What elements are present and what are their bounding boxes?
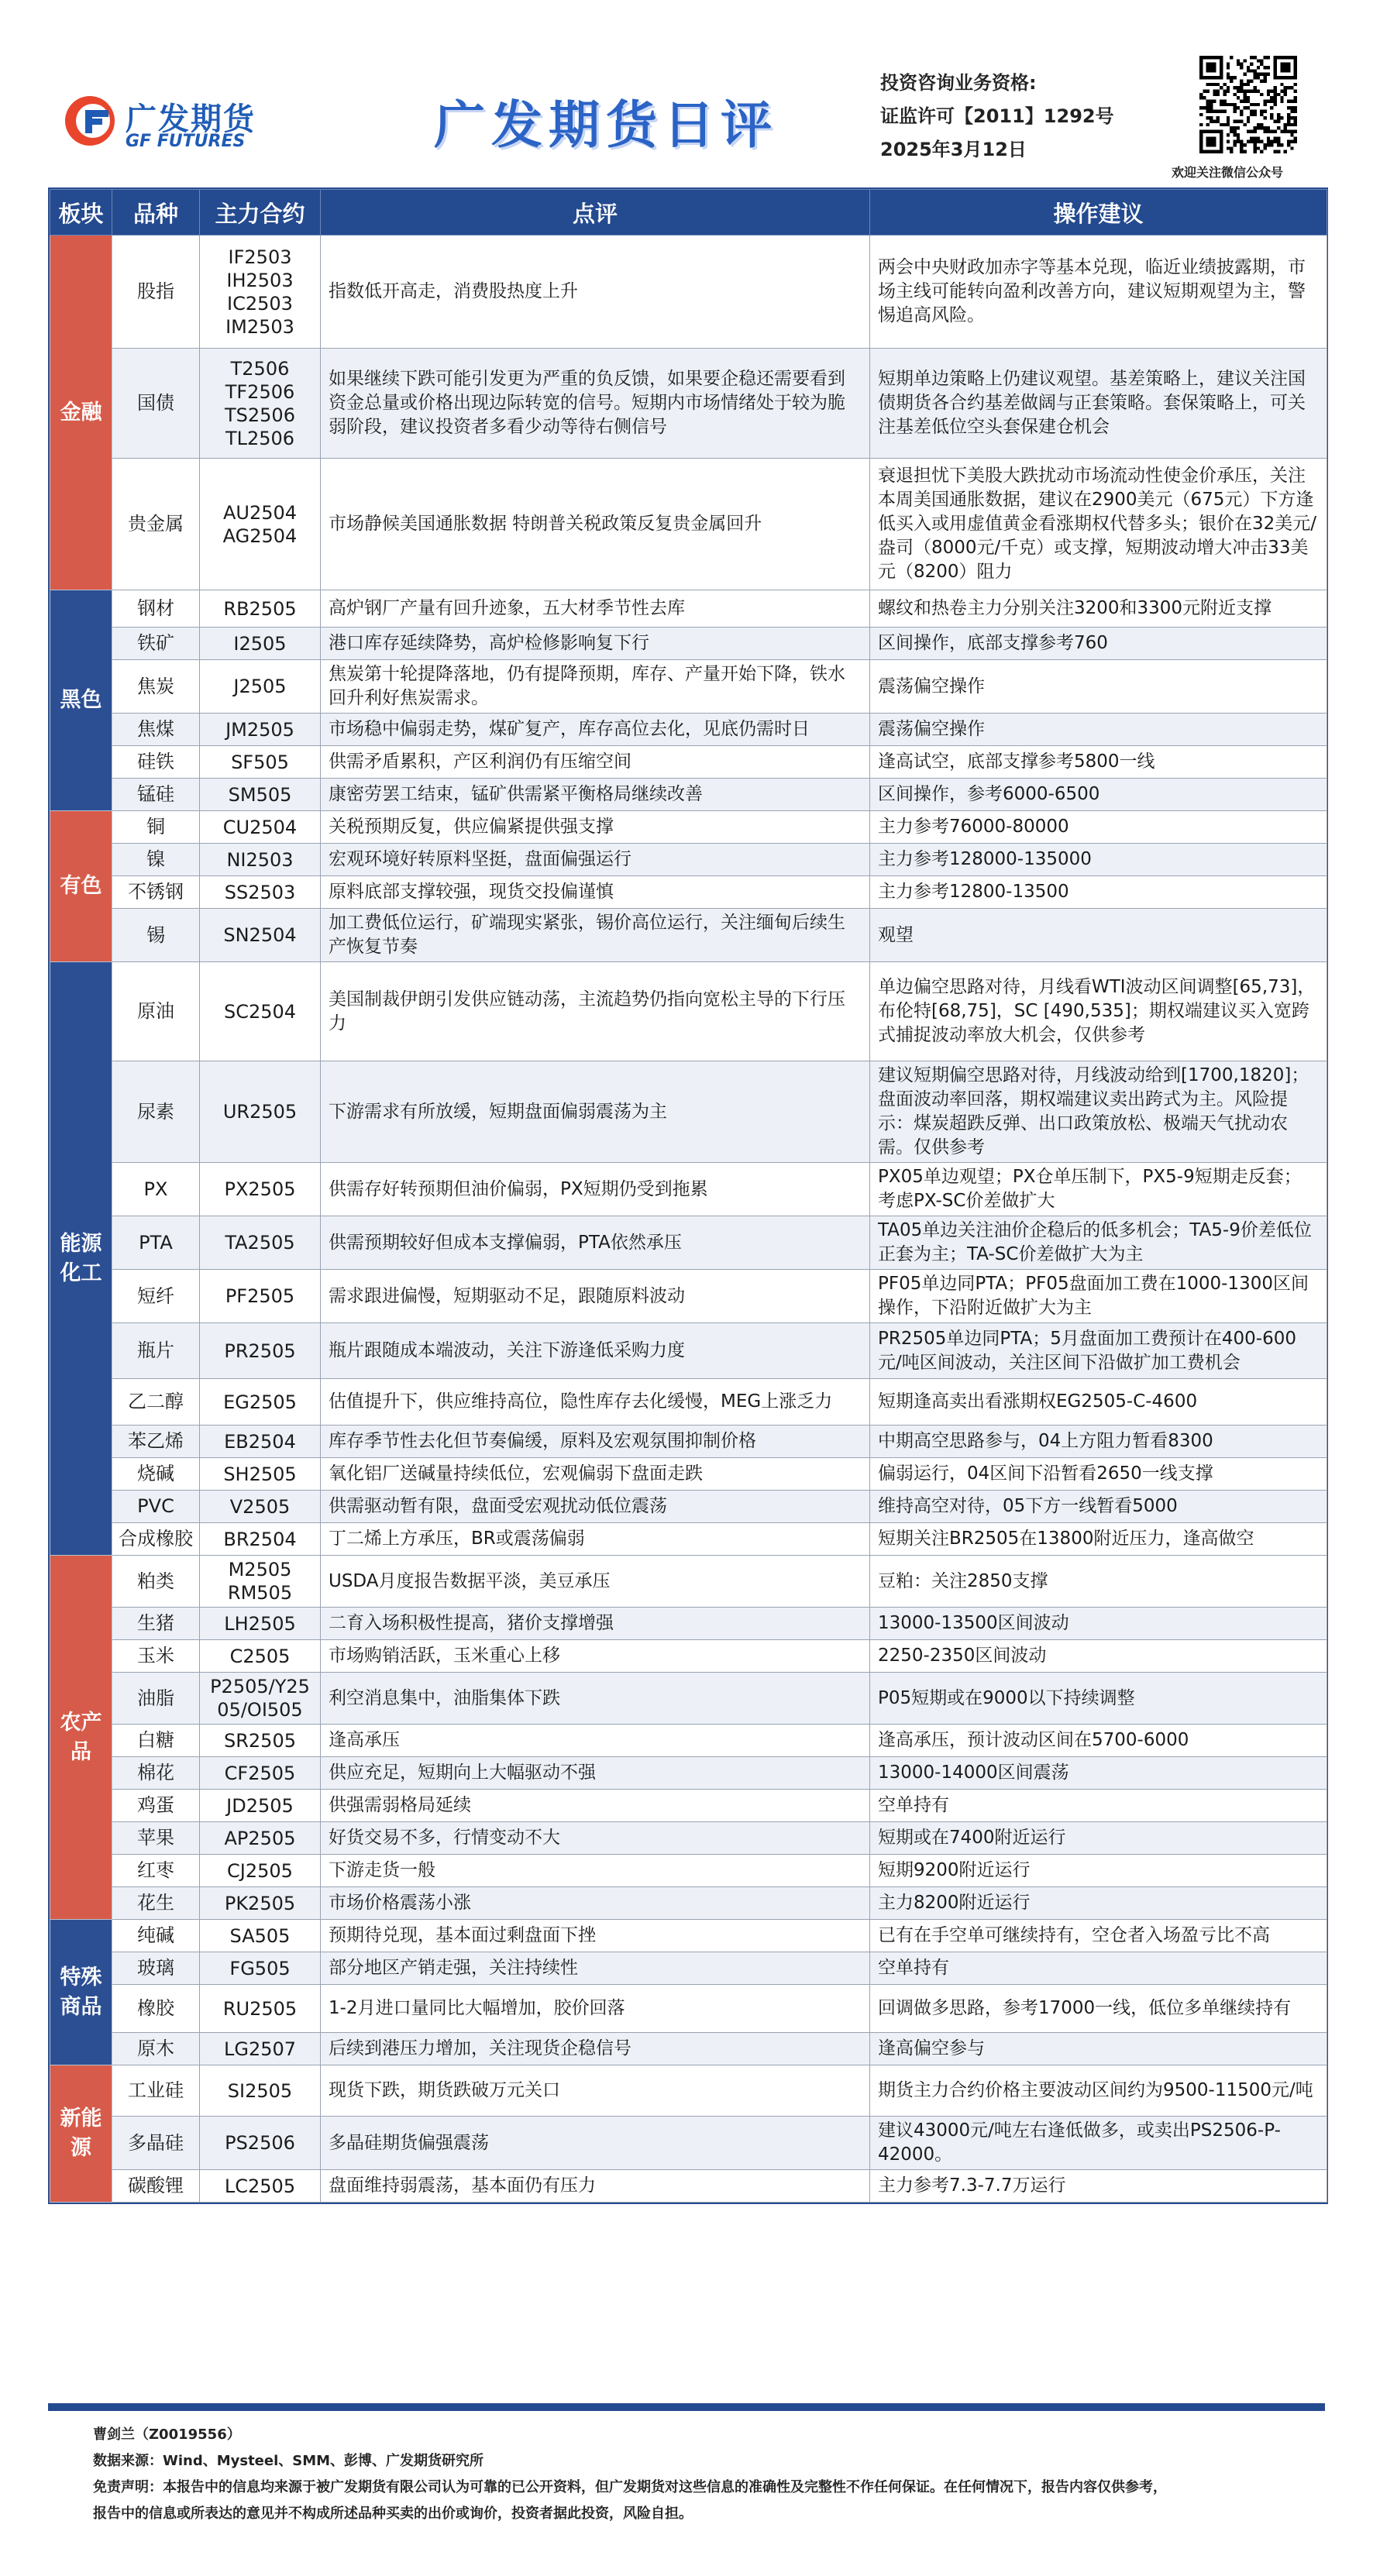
logo-text-cn: 广发期货 [126, 101, 256, 137]
table-row [50, 1952, 1327, 1985]
comment-cell: 市场购销活跃，玉米重心上移 [321, 1640, 870, 1673]
qr-caption: 欢迎关注微信公众号 [1172, 165, 1284, 180]
advice-cell: 单边偏空思路对待，月线看WTI波动区间调整[65,73]，布伦特[68,75]，SC [490,535]；期权端建议买入宽跨式捕捉波动率放大机会，仅供参考 [870, 962, 1327, 1061]
variety-cell: 玻璃 [112, 1952, 200, 1985]
disclaimer-line-1: 免责声明：本报告中的信息均来源于被广发期货有限公司认为可靠的已公开资料，但广发期货对这些信息的准确性及完整性不作任何保证。在任何情况下，报告内容仅供参考， [93, 2479, 1167, 2495]
table-row [50, 2033, 1327, 2065]
disclaimer-line-2: 报告中的信息或所表达的意见并不构成所述品种买卖的出价或询价，投资者据此投资，风险自担。 [93, 2505, 693, 2522]
license-line: 证监许可【2011】1292号 [880, 105, 1114, 127]
table-row [50, 1556, 1327, 1608]
advice-cell: PX05单边观望；PX仓单压制下，PX5-9短期走反套；考虑PX-SC价差做扩大 [870, 1163, 1327, 1216]
advice-cell: 主力8200附近运行 [870, 1887, 1327, 1920]
advice-cell: 逢高偏空参与 [870, 2033, 1327, 2065]
variety-cell: 贵金属 [112, 459, 200, 590]
variety-cell: 橡胶 [112, 1985, 200, 2033]
table-row [50, 909, 1327, 962]
table-row [50, 1640, 1327, 1673]
variety-cell: 红枣 [112, 1855, 200, 1887]
variety-cell: 合成橡胶 [112, 1523, 200, 1556]
table-row [50, 590, 1327, 628]
variety-cell: 生猪 [112, 1608, 200, 1640]
footer-text [48, 2422, 1325, 2527]
advice-cell: PR2505单边同PTA；5月盘面加工费预计在400-600元/吨区间波动，关注区间下沿做扩加工费机会 [870, 1323, 1327, 1379]
sector-cell: 农产品 [50, 1556, 112, 1920]
comment-cell: 市场静候美国通胀数据 特朗普关税政策反复贵金属回升 [321, 459, 870, 590]
variety-cell: 锰硅 [112, 779, 200, 811]
advice-cell: 震荡偏空操作 [870, 714, 1327, 746]
table-body [50, 236, 1327, 2203]
comment-cell: 库存季节性去化但节奏偏缓，原料及宏观氛围抑制价格 [321, 1426, 870, 1458]
table-row [50, 349, 1327, 459]
review-table [50, 189, 1327, 2203]
variety-cell: 苯乙烯 [112, 1426, 200, 1458]
col-header-advice: 操作建议 [870, 190, 1327, 236]
advice-cell: 衰退担忧下美股大跌扰动市场流动性使金价承压，关注本周美国通胀数据，建议在2900美元（675元）下方逢低买入或用虚值黄金看涨期权代替多头；银价在32美元/盎司（8000元/千克）或支撑，短期波动增大冲击33美元（8200）阻力 [870, 459, 1327, 590]
variety-cell: 钢材 [112, 590, 200, 628]
table-row [50, 2065, 1327, 2117]
contract-cell: AP2505 [200, 1822, 321, 1855]
comment-cell: 下游需求有所放缓，短期盘面偏弱震荡为主 [321, 1061, 870, 1163]
advice-cell: 建议短期偏空思路对待，月线波动给到[1700,1820]；盘面波动率回落，期权端建议卖出跨式为主。风险提示：煤炭超跌反弹、出口政策放松、极端天气扰动农需。仅供参考 [870, 1061, 1327, 1163]
table-row [50, 1270, 1327, 1323]
comment-cell: 利空消息集中，油脂集体下跌 [321, 1673, 870, 1725]
comment-cell: 原料底部支撑较强，现货交投偏谨慎 [321, 876, 870, 909]
comment-cell: 好货交易不多，行情变动不大 [321, 1822, 870, 1855]
variety-cell: 瓶片 [112, 1323, 200, 1379]
table-row [50, 1887, 1327, 1920]
comment-cell: 供应充足，短期向上大幅驱动不强 [321, 1757, 870, 1790]
table-row [50, 1458, 1327, 1491]
contract-cell: J2505 [200, 660, 321, 714]
contract-cell: I2505 [200, 628, 321, 660]
comment-cell: 1-2月进口量同比大幅增加，胶价回落 [321, 1985, 870, 2033]
contract-cell: SM505 [200, 779, 321, 811]
contract-cell: FG505 [200, 1952, 321, 1985]
advice-cell: 2250-2350区间波动 [870, 1640, 1327, 1673]
advice-cell: 主力参考12800-13500 [870, 876, 1327, 909]
variety-cell: 纯碱 [112, 1920, 200, 1952]
advice-cell: 已有在手空单可继续持有，空仓者入场盈亏比不高 [870, 1920, 1327, 1952]
contract-cell: PX2505 [200, 1163, 321, 1216]
comment-cell: 市场价格震荡小涨 [321, 1887, 870, 1920]
gf-logo-icon [62, 93, 118, 149]
table-row [50, 844, 1327, 876]
comment-cell: 二育入场积极性提高，猪价支撑增强 [321, 1608, 870, 1640]
comment-cell: 市场稳中偏弱走势，煤矿复产，库存高位去化，见底仍需时日 [321, 714, 870, 746]
contract-cell: LG2507 [200, 2033, 321, 2065]
comment-cell: 港口库存延续降势，高炉检修影响复下行 [321, 628, 870, 660]
contract-cell: PF2505 [200, 1270, 321, 1323]
table-row [50, 714, 1327, 746]
analyst-line: 曹剑兰（Z0019556） [93, 2426, 241, 2443]
comment-cell: 估值提升下，供应维持高位，隐性库存去化缓慢，MEG上涨乏力 [321, 1379, 870, 1426]
variety-cell: 焦煤 [112, 714, 200, 746]
comment-cell: 关税预期反复，供应偏紧提供强支撑 [321, 811, 870, 844]
contract-cell: EG2505 [200, 1379, 321, 1426]
variety-cell: 油脂 [112, 1673, 200, 1725]
contract-cell: CF2505 [200, 1757, 321, 1790]
table-row [50, 962, 1327, 1061]
qualification-block [880, 67, 1114, 167]
variety-cell: 苹果 [112, 1822, 200, 1855]
variety-cell: 股指 [112, 236, 200, 349]
report-footer [48, 2403, 1325, 2527]
contract-cell: C2505 [200, 1640, 321, 1673]
contract-cell: SN2504 [200, 909, 321, 962]
contract-cell: SR2505 [200, 1725, 321, 1757]
contract-cell: CJ2505 [200, 1855, 321, 1887]
variety-cell: 多晶硅 [112, 2117, 200, 2170]
advice-cell: 两会中央财政加赤字等基本兑现，临近业绩披露期，市场主线可能转向盈利改善方向，建议短期观望为主，警惕追高风险。 [870, 236, 1327, 349]
contract-cell: TA2505 [200, 1216, 321, 1270]
comment-cell: 如果继续下跌可能引发更为严重的负反馈，如果要企稳还需要看到资金总量或价格出现边际转宽的信号。短期内市场情绪处于较为脆弱阶段，建议投资者多看少动等待右侧信号 [321, 349, 870, 459]
data-source-line: 数据来源：Wind、Mysteel、SMM、彭博、广发期货研究所 [93, 2453, 484, 2469]
advice-cell: 短期或在7400附近运行 [870, 1822, 1327, 1855]
col-header-contract: 主力合约 [200, 190, 321, 236]
footer-divider [48, 2403, 1325, 2411]
advice-cell: 偏弱运行，04区间下沿暂看2650一线支撑 [870, 1458, 1327, 1491]
advice-cell: 短期单边策略上仍建议观望。基差策略上，建议关注国债期货各合约基差做阔与正套策略。套保策略上，可关注基差低位空头套保建仓机会 [870, 349, 1327, 459]
variety-cell: 粕类 [112, 1556, 200, 1608]
contract-cell: M2505 RM505 [200, 1556, 321, 1608]
comment-cell: 焦炭第十轮提降落地，仍有提降预期，库存、产量开始下降，铁水回升利好焦炭需求。 [321, 660, 870, 714]
comment-cell: 预期待兑现，基本面过剩盘面下挫 [321, 1920, 870, 1952]
contract-cell: NI2503 [200, 844, 321, 876]
comment-cell: 下游走货一般 [321, 1855, 870, 1887]
table-row [50, 1855, 1327, 1887]
variety-cell: 尿素 [112, 1061, 200, 1163]
advice-cell: 区间操作，参考6000-6500 [870, 779, 1327, 811]
contract-cell: PK2505 [200, 1887, 321, 1920]
advice-cell: 螺纹和热卷主力分别关注3200和3300元附近支撑 [870, 590, 1327, 628]
variety-cell: 短纤 [112, 1270, 200, 1323]
advice-cell: 短期逢高卖出看涨期权EG2505-C-4600 [870, 1379, 1327, 1426]
table-row [50, 779, 1327, 811]
col-header-variety: 品种 [112, 190, 200, 236]
contract-cell: CU2504 [200, 811, 321, 844]
advice-cell: 空单持有 [870, 1952, 1327, 1985]
variety-cell: 铁矿 [112, 628, 200, 660]
variety-cell: PVC [112, 1491, 200, 1523]
variety-cell: PTA [112, 1216, 200, 1270]
advice-cell: 短期关注BR2505在13800附近压力，逢高做空 [870, 1523, 1327, 1556]
advice-cell: 区间操作，底部支撑参考760 [870, 628, 1327, 660]
comment-cell: 部分地区产销走强，关注持续性 [321, 1952, 870, 1985]
variety-cell: 鸡蛋 [112, 1790, 200, 1822]
advice-cell: 逢高试空，底部支撑参考5800一线 [870, 746, 1327, 779]
variety-cell: 硅铁 [112, 746, 200, 779]
comment-cell: 多晶硅期货偏强震荡 [321, 2117, 870, 2170]
comment-cell: 后续到港压力增加，关注现货企稳信号 [321, 2033, 870, 2065]
comment-cell: 盘面维持弱震荡，基本面仍有压力 [321, 2170, 870, 2203]
table-row [50, 1379, 1327, 1426]
qualification-line: 投资咨询业务资格: [880, 72, 1037, 94]
sector-cell: 黑色 [50, 590, 112, 811]
table-row [50, 1216, 1327, 1270]
comment-cell: 供强需弱格局延续 [321, 1790, 870, 1822]
advice-cell: 观望 [870, 909, 1327, 962]
contract-cell: SS2503 [200, 876, 321, 909]
page-title: 广发期货日评 [434, 95, 778, 155]
advice-cell: PF05单边同PTA；PF05盘面加工费在1000-1300区间操作，下沿附近做扩大为主 [870, 1270, 1327, 1323]
col-header-comment: 点评 [321, 190, 870, 236]
table-row [50, 660, 1327, 714]
comment-cell: 供需矛盾累积，产区利润仍有压缩空间 [321, 746, 870, 779]
sector-cell: 特殊 商品 [50, 1920, 112, 2065]
table-row [50, 1985, 1327, 2033]
comment-cell: 康密劳罢工结束，锰矿供需紧平衡格局继续改善 [321, 779, 870, 811]
contract-cell: SF505 [200, 746, 321, 779]
contract-cell: AU2504 AG2504 [200, 459, 321, 590]
advice-cell: 豆粕：关注2850支撑 [870, 1556, 1327, 1608]
report-header [0, 0, 1373, 184]
table-row [50, 1163, 1327, 1216]
variety-cell: 铜 [112, 811, 200, 844]
variety-cell: 玉米 [112, 1640, 200, 1673]
table-row [50, 2170, 1327, 2203]
sector-cell: 新能源 [50, 2065, 112, 2203]
table-row [50, 746, 1327, 779]
variety-cell: 锡 [112, 909, 200, 962]
contract-cell: BR2504 [200, 1523, 321, 1556]
contract-cell: RB2505 [200, 590, 321, 628]
comment-cell: USDA月度报告数据平淡，美豆承压 [321, 1556, 870, 1608]
comment-cell: 供需驱动暂有限，盘面受宏观扰动低位震荡 [321, 1491, 870, 1523]
review-table-container [48, 187, 1328, 2204]
logo-text-en: GF FUTURES [126, 132, 246, 151]
sector-cell: 金融 [50, 236, 112, 590]
comment-cell: 宏观环境好转原料坚挺，盘面偏强运行 [321, 844, 870, 876]
contract-cell: SH2505 [200, 1458, 321, 1491]
table-row [50, 1725, 1327, 1757]
variety-cell: 碳酸锂 [112, 2170, 200, 2203]
comment-cell: 加工费低位运行，矿端现实紧张，锡价高位运行，关注缅甸后续生产恢复节奏 [321, 909, 870, 962]
advice-cell: 13000-14000区间震荡 [870, 1757, 1327, 1790]
contract-cell: RU2505 [200, 1985, 321, 2033]
company-logo [62, 93, 263, 155]
advice-cell: 短期9200附近运行 [870, 1855, 1327, 1887]
table-row [50, 1323, 1327, 1379]
contract-cell: T2506 TF2506 TS2506 TL2506 [200, 349, 321, 459]
comment-cell: 现货下跌，期货跌破万元关口 [321, 2065, 870, 2117]
contract-cell: SA505 [200, 1920, 321, 1952]
comment-cell: 需求跟进偏慢，短期驱动不足，跟随原料波动 [321, 1270, 870, 1323]
variety-cell: 乙二醇 [112, 1379, 200, 1426]
table-row [50, 1061, 1327, 1163]
table-row [50, 1920, 1327, 1952]
table-row [50, 628, 1327, 660]
contract-cell: JM2505 [200, 714, 321, 746]
comment-cell: 瓶片跟随成本端波动，关注下游逢低采购力度 [321, 1323, 870, 1379]
advice-cell: 主力参考7.3-7.7万运行 [870, 2170, 1327, 2203]
variety-cell: 镍 [112, 844, 200, 876]
advice-cell: 空单持有 [870, 1790, 1327, 1822]
advice-cell: 主力参考76000-80000 [870, 811, 1327, 844]
table-row [50, 1523, 1327, 1556]
variety-cell: 工业硅 [112, 2065, 200, 2117]
variety-cell: 原木 [112, 2033, 200, 2065]
advice-cell: 13000-13500区间波动 [870, 1608, 1327, 1640]
table-row [50, 1822, 1327, 1855]
advice-cell: 逢高承压，预计波动区间在5700-6000 [870, 1725, 1327, 1757]
report-date: 2025年3月12日 [880, 139, 1027, 160]
table-row [50, 1673, 1327, 1725]
variety-cell: 国债 [112, 349, 200, 459]
contract-cell: SC2504 [200, 962, 321, 1061]
sector-cell: 有色 [50, 811, 112, 962]
table-row [50, 1790, 1327, 1822]
contract-cell: SI2505 [200, 2065, 321, 2117]
contract-cell: UR2505 [200, 1061, 321, 1163]
table-header-row [50, 190, 1327, 236]
table-row [50, 1426, 1327, 1458]
sector-cell: 能源 化工 [50, 962, 112, 1556]
table-row [50, 1757, 1327, 1790]
variety-cell: 棉花 [112, 1757, 200, 1790]
table-row [50, 236, 1327, 349]
contract-cell: PS2506 [200, 2117, 321, 2170]
variety-cell: PX [112, 1163, 200, 1216]
advice-cell: 震荡偏空操作 [870, 660, 1327, 714]
comment-cell: 美国制裁伊朗引发供应链动荡，主流趋势仍指向宽松主导的下行压力 [321, 962, 870, 1061]
table-row [50, 1491, 1327, 1523]
col-header-sector: 板块 [50, 190, 112, 236]
advice-cell: 中期高空思路参与，04上方阻力暂看8300 [870, 1426, 1327, 1458]
variety-cell: 焦炭 [112, 660, 200, 714]
advice-cell: 回调做多思路，参考17000一线，低位多单继续持有 [870, 1985, 1327, 2033]
comment-cell: 丁二烯上方承压，BR或震荡偏弱 [321, 1523, 870, 1556]
advice-cell: TA05单边关注油价企稳后的低多机会；TA5-9价差低位正套为主；TA-SC价差做扩大为主 [870, 1216, 1327, 1270]
table-row [50, 2117, 1327, 2170]
comment-cell: 氧化铝厂送碱量持续低位，宏观偏弱下盘面走跌 [321, 1458, 870, 1491]
table-row [50, 459, 1327, 590]
contract-cell: IF2503 IH2503 IC2503 IM2503 [200, 236, 321, 349]
variety-cell: 原油 [112, 962, 200, 1061]
comment-cell: 供需预期较好但成本支撑偏弱，PTA依然承压 [321, 1216, 870, 1270]
contract-cell: LC2505 [200, 2170, 321, 2203]
variety-cell: 烧碱 [112, 1458, 200, 1491]
contract-cell: LH2505 [200, 1608, 321, 1640]
contract-cell: V2505 [200, 1491, 321, 1523]
variety-cell: 花生 [112, 1887, 200, 1920]
advice-cell: 维持高空对待，05下方一线暂看5000 [870, 1491, 1327, 1523]
table-row [50, 1608, 1327, 1640]
advice-cell: 建议43000元/吨左右逢低做多，或卖出PS2506-P-42000。 [870, 2117, 1327, 2170]
comment-cell: 供需存好转预期但油价偏弱，PX短期仍受到拖累 [321, 1163, 870, 1216]
contract-cell: JD2505 [200, 1790, 321, 1822]
variety-cell: 不锈钢 [112, 876, 200, 909]
table-row [50, 876, 1327, 909]
comment-cell: 指数低开高走，消费股热度上升 [321, 236, 870, 349]
table-row [50, 811, 1327, 844]
advice-cell: P05短期或在9000以下持续调整 [870, 1673, 1327, 1725]
comment-cell: 高炉钢厂产量有回升迹象，五大材季节性去库 [321, 590, 870, 628]
contract-cell: P2505/Y25 05/OI505 [200, 1673, 321, 1725]
advice-cell: 主力参考128000-135000 [870, 844, 1327, 876]
wechat-qr-code-icon [1199, 56, 1297, 153]
advice-cell: 期货主力合约价格主要波动区间约为9500-11500元/吨 [870, 2065, 1327, 2117]
contract-cell: EB2504 [200, 1426, 321, 1458]
comment-cell: 逢高承压 [321, 1725, 870, 1757]
contract-cell: PR2505 [200, 1323, 321, 1379]
variety-cell: 白糖 [112, 1725, 200, 1757]
